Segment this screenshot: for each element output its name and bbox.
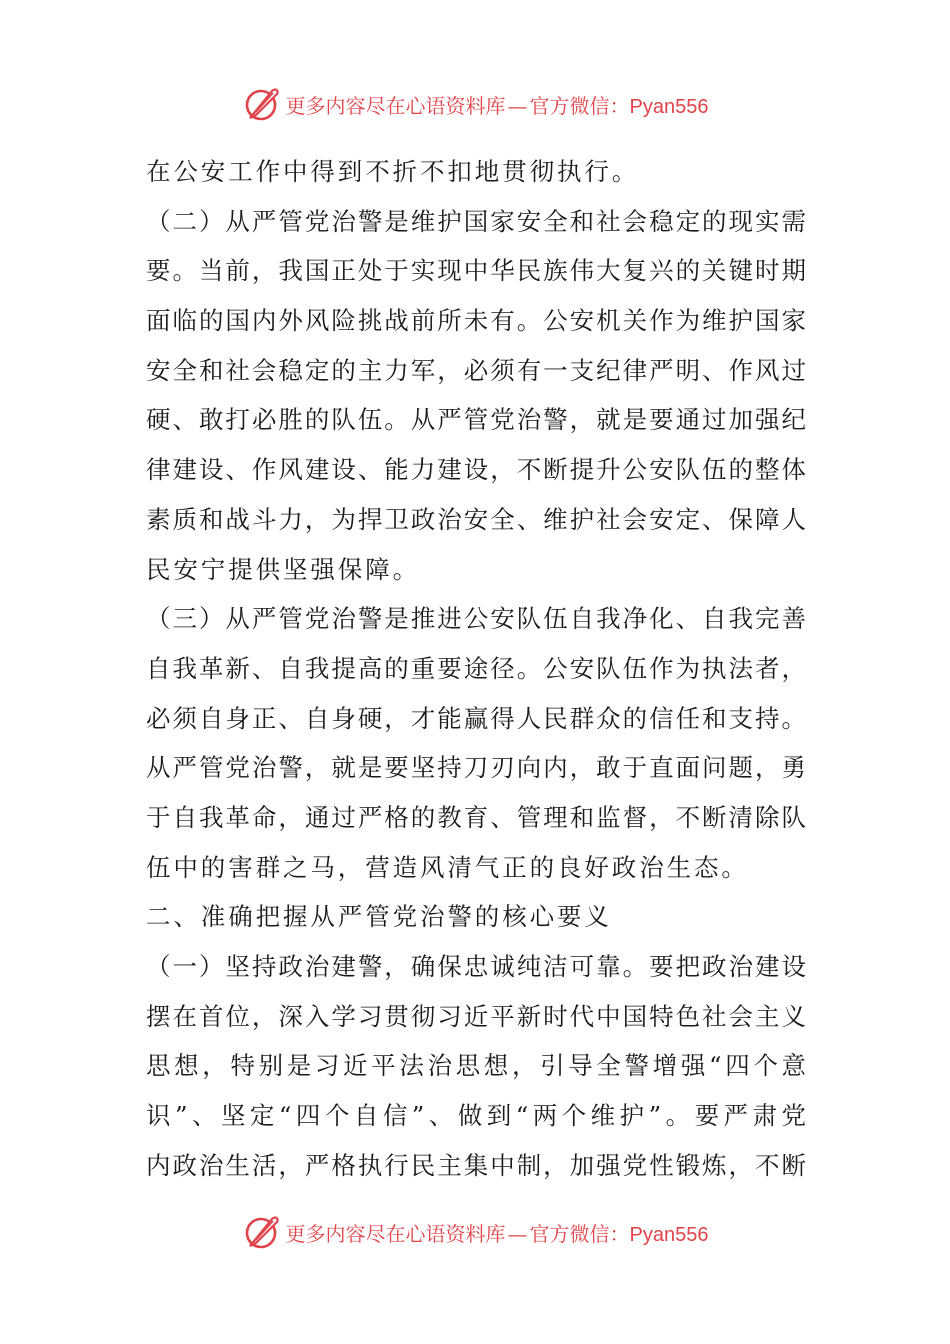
text-line: 摆在首位，深入学习贯彻习近平新时代中国特色社会主义 bbox=[146, 1001, 806, 1031]
text-line: 面临的国内外风险挑战前所未有。公安机关作为维护国家 bbox=[146, 306, 806, 336]
text-line: 伍中的害群之马，营造风清气正的良好政治生态。 bbox=[146, 852, 749, 882]
text-line: 安全和社会稳定的主力军，必须有一支纪律严明、作风过 bbox=[146, 355, 806, 385]
text-line: 从严管党治警，就是要坚持刀刃向内，敢于直面问题，勇 bbox=[146, 753, 806, 783]
text-line: 要。当前，我国正处于实现中华民族伟大复兴的关键时期 bbox=[146, 256, 806, 286]
banner-wechat-label: 官方微信： bbox=[529, 93, 630, 118]
banner-separator: — bbox=[507, 93, 528, 118]
banner-site-name: 更多内容尽在心语资料库 bbox=[285, 93, 506, 118]
text-line: （二）从严管党治警是维护国家安全和社会稳定的现实需 bbox=[146, 206, 806, 236]
text-line: 民安宁提供坚强保障。 bbox=[146, 554, 420, 584]
text-line: 硬、敢打必胜的队伍。从严管党治警，就是要通过加强纪 bbox=[146, 405, 806, 435]
quill-logo-icon bbox=[242, 1212, 282, 1252]
text-line: （三）从严管党治警是推进公安队伍自我净化、自我完善 bbox=[146, 604, 806, 634]
text-line: 于自我革命，通过严格的教育、管理和监督，不断清除队 bbox=[146, 802, 806, 832]
text-line: 识”、坚定“四个自信”、做到“两个维护”。要严肃党 bbox=[146, 1101, 806, 1131]
text-line: （一）坚持政治建警，确保忠诚纯洁可靠。要把政治建设 bbox=[146, 952, 806, 981]
text-line: 律建设、作风建设、能力建设，不断提升公安队伍的整体 bbox=[146, 455, 806, 485]
footer-banner bbox=[0, 1210, 950, 1254]
banner-wechat-label: 官方微信： bbox=[529, 1221, 630, 1246]
text-line: 在公安工作中得到不折不扣地贯彻执行。 bbox=[146, 157, 640, 186]
document-body bbox=[146, 147, 806, 1190]
header-banner bbox=[0, 82, 950, 126]
text-line: 自我革新、自我提高的重要途径。公安队伍作为执法者， bbox=[146, 653, 806, 683]
banner-site-name: 更多内容尽在心语资料库 bbox=[285, 1221, 506, 1246]
banner-separator: — bbox=[507, 1221, 528, 1246]
text-line: 必须自身正、自身硬，才能赢得人民群众的信任和支持。 bbox=[146, 703, 806, 733]
text-line: 内政治生活，严格执行民主集中制，加强党性锻炼，不断 bbox=[146, 1150, 806, 1180]
banner-wechat-handle: Pyan556 bbox=[629, 95, 709, 118]
quill-logo-icon bbox=[242, 84, 282, 124]
banner-wechat-handle: Pyan556 bbox=[629, 1223, 709, 1246]
text-line: 素质和战斗力，为捍卫政治安全、维护社会安定、保障人 bbox=[146, 504, 806, 534]
text-line: 思想，特别是习近平法治思想，引导全警增强“四个意 bbox=[146, 1051, 806, 1081]
section-heading: 二、准确把握从严管党治警的核心要义 bbox=[146, 902, 612, 932]
